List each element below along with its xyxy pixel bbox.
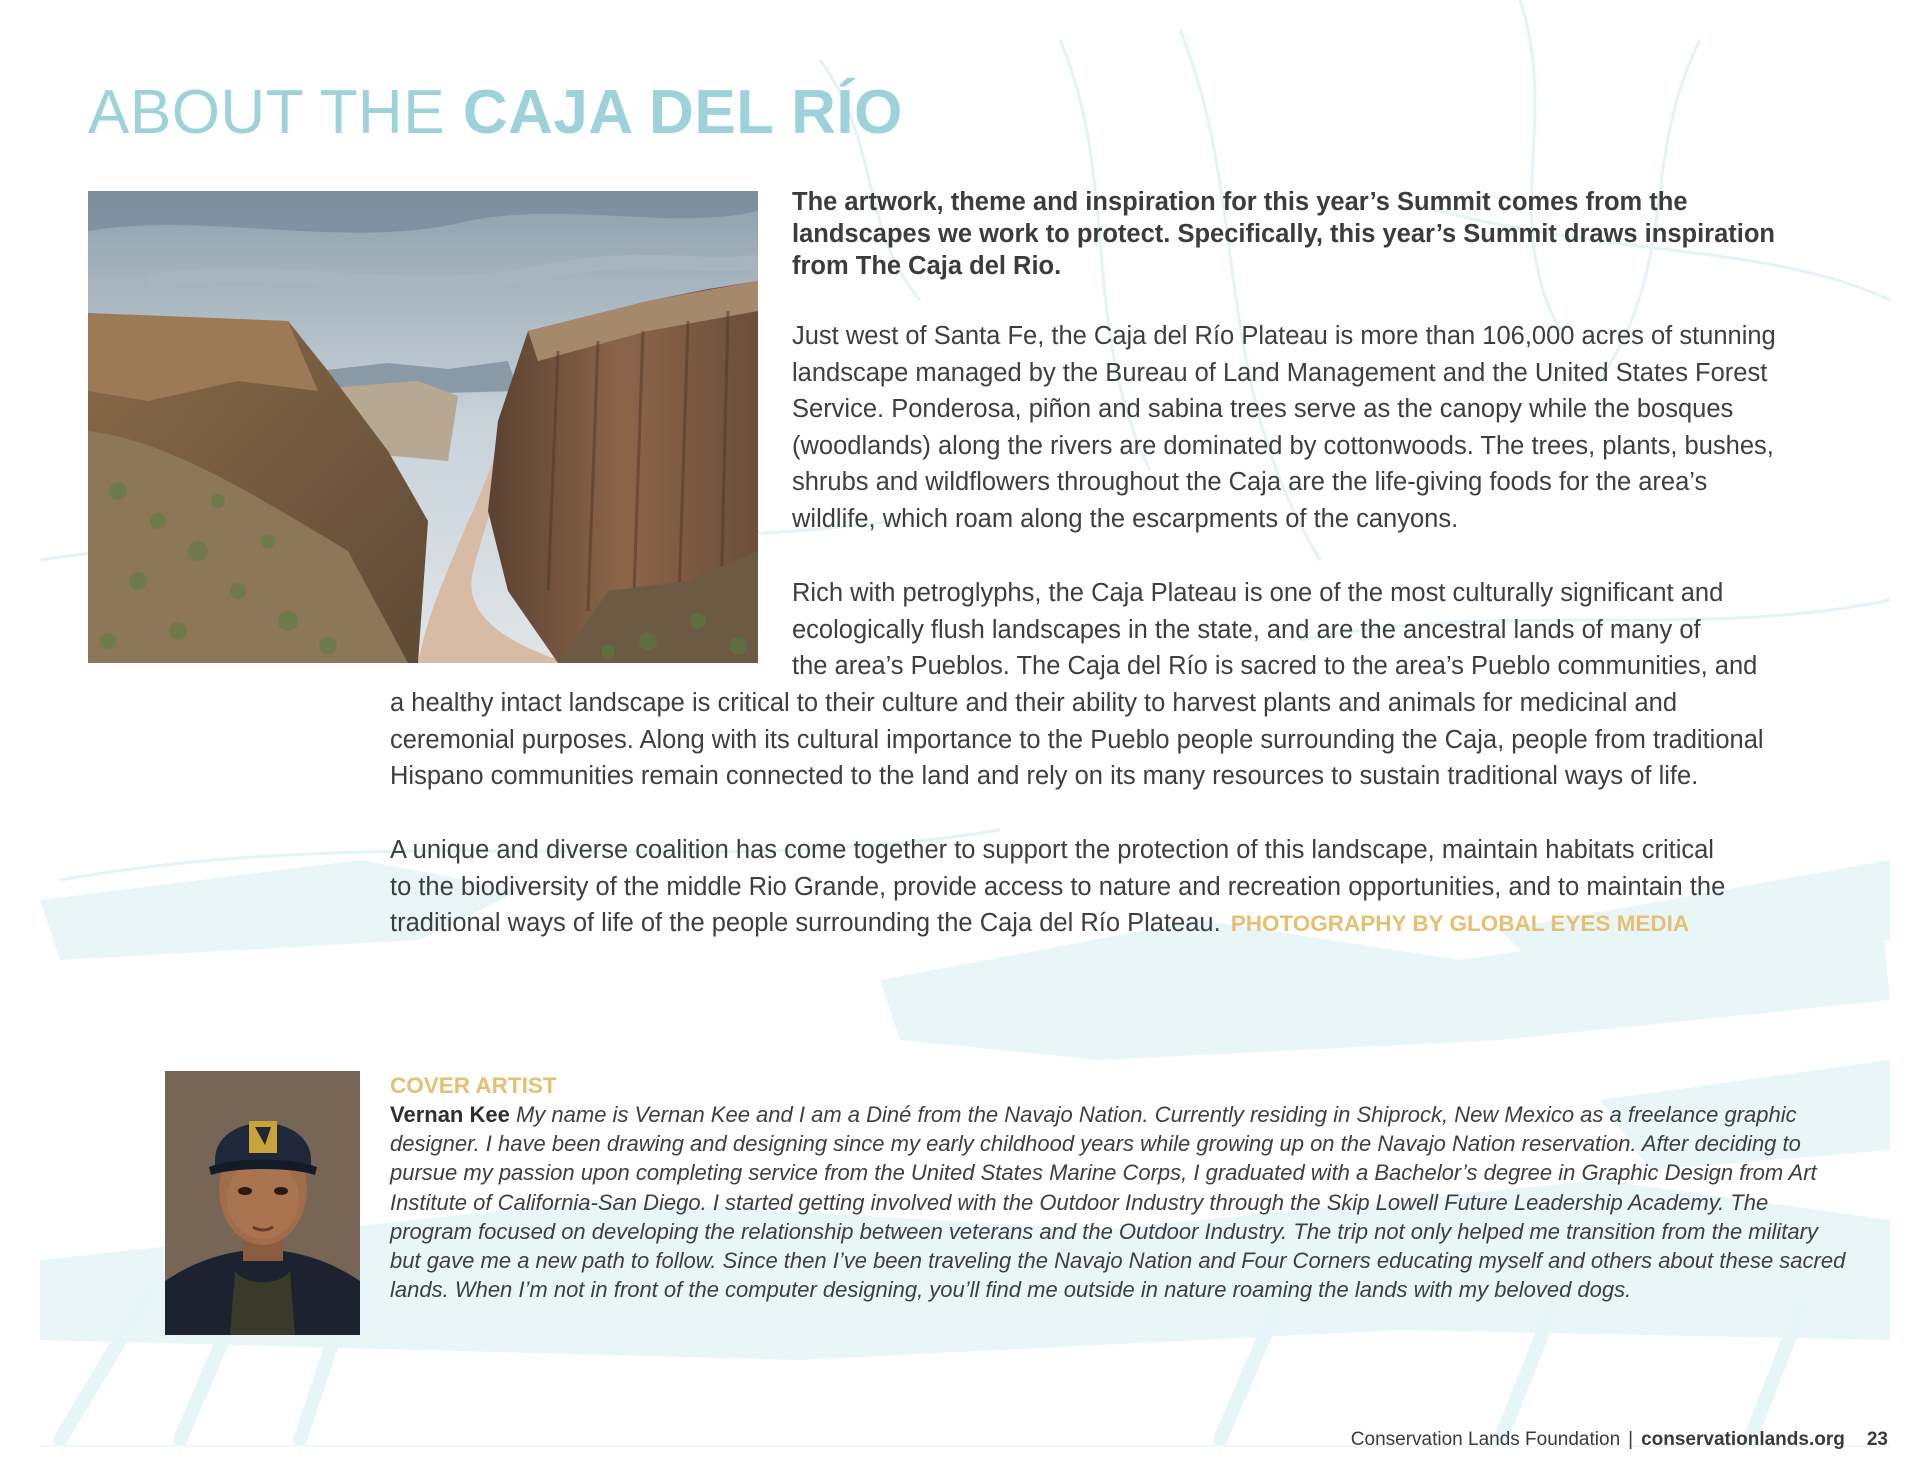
page-footer — [1351, 1428, 1888, 1452]
intro-statement: The artwork, theme and inspiration for this year’s Summit comes from the landscapes we work to protect. Specifically, this year’s Summit draws inspiration from The Caja del Rio. — [792, 188, 1775, 280]
photo-credit: PHOTOGRAPHY BY GLOBAL EYES MEDIA — [1230, 911, 1690, 936]
title-light: ABOUT THE — [88, 78, 446, 147]
paragraph-landscape — [792, 318, 1776, 537]
paragraph-line: the area’s Pueblos. The Caja del Río is sacred to the area’s Pueblo communities, and — [792, 652, 1758, 680]
paragraph-line: Service. Ponderosa, piñon and sabina trees serve as the canopy while the bosques — [792, 395, 1734, 423]
paragraph-line: Just west of Santa Fe, the Caja del Río Plateau is more than 106,000 acres of stunning — [792, 322, 1776, 350]
cover-artist-heading: COVER ARTIST — [390, 1073, 557, 1098]
paragraph-line: A unique and diverse coalition has come together to support the protection of this landscape, maintain habitats critical — [390, 836, 1714, 864]
paragraph-culture-top — [792, 575, 1757, 685]
paragraph-line: traditional ways of life of the people surrounding the Caja del Río Plateau. — [390, 909, 1221, 937]
paragraph-line: a healthy intact landscape is critical to their culture and their ability to harvest plants and animals for medicinal and — [390, 689, 1678, 717]
paragraph-culture-bottom — [390, 685, 1764, 795]
paragraph-line: Hispano communities remain connected to the land and rely on its many resources to sustain traditional ways of life. — [390, 762, 1699, 790]
artist-portrait — [165, 1071, 360, 1335]
page-title — [88, 70, 903, 156]
title-bold: CAJA DEL RÍO — [462, 78, 903, 147]
cover-artist-bio — [390, 1100, 1850, 1304]
footer-url[interactable]: conservationlands.org — [1641, 1429, 1845, 1450]
paragraph-line: landscape managed by the Bureau of Land Management and the United States Forest — [792, 358, 1768, 387]
footer-separator: | — [1628, 1429, 1634, 1450]
footer-org: Conservation Lands Foundation — [1350, 1429, 1621, 1450]
paragraph-line: shrubs and wildflowers throughout the Caja are the life-giving foods for the area’s — [792, 468, 1708, 496]
paragraph-coalition — [390, 832, 1725, 943]
paragraph-line: to the biodiversity of the middle Rio Grande, provide access to nature and recreation opportunities, and to maintain the — [390, 872, 1726, 901]
paragraph-line: Rich with petroglyphs, the Caja Plateau is one of the most culturally significant and — [792, 579, 1724, 607]
paragraph-line: ceremonial purposes. Along with its cultural importance to the Pueblo people surrounding the Caja, people from traditional — [390, 725, 1764, 754]
artist-name: Vernan Kee — [390, 1102, 510, 1127]
paragraph-line: ecologically flush landscapes in the state, and are the ancestral lands of many of — [792, 615, 1701, 644]
canyon-photo — [88, 191, 758, 663]
page-number: 23 — [1866, 1429, 1888, 1450]
paragraph-line: wildlife, which roam along the escarpments of the canyons. — [792, 504, 1459, 533]
artist-bio-text: My name is Vernan Kee and I am a Diné from the Navajo Nation. Currently residing in Shiprock, New Mexico as a freelance graphic designer. I have been drawing and designing since my early childhood years while growing up on the Navajo Nation reservation. After deciding to pursue my passion upon completing service from the United States Marine Corps, I graduated with a Bachelor’s degree in Graphic Design from Art Institute of California-San Diego. I started getting involved with the Outdoor Industry through the Skip Lowell Future Leadership Academy. The program focused on developing the relationship between veterans and the Outdoor Industry. The trip not only helped me transition from the military but gave me a new path to follow. Since then I’ve been traveling the Navajo Nation and Four Corners educating myself and others about these sacred lands. When I’m not in front of the computer designing, you’ll find me outside in nature roaming the lands with my beloved dogs. — [390, 1102, 1846, 1303]
paragraph-line: (woodlands) along the rivers are dominated by cottonwoods. The trees, plants, bushes, — [792, 431, 1774, 460]
